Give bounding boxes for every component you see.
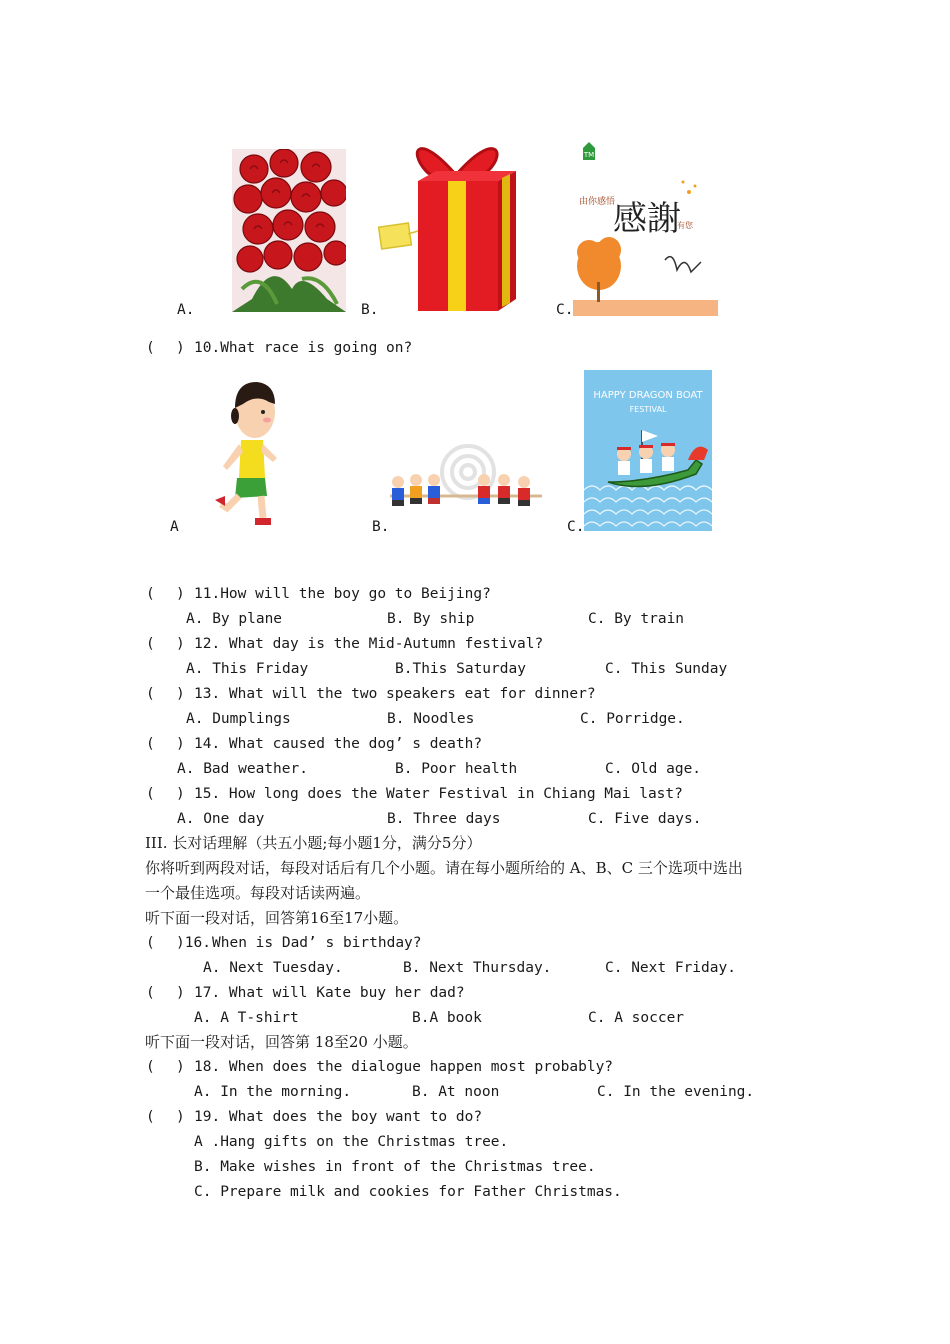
q12-option-c: C. This Sunday [605, 661, 728, 677]
thanks-card-image [573, 142, 718, 316]
q19-option-c: C. Prepare milk and cookies for Father Christmas. [194, 1184, 622, 1200]
q10-paren-open: ( [146, 340, 155, 356]
q9-option-b-label: B. [361, 302, 379, 318]
thanks-card-main-text: 感謝 [613, 199, 681, 239]
q16-option-b: B. Next Thursday. [403, 960, 552, 976]
q19-paren-close: ) [176, 1109, 185, 1125]
dragon-boat-poster-image [584, 370, 712, 531]
q15-paren-open: ( [146, 786, 155, 802]
q15-option-b: B. Three days [387, 811, 501, 827]
q15-paren-close: ) [176, 786, 185, 802]
q10-option-c-label: C. [567, 519, 585, 535]
q17-option-b: B.A book [412, 1010, 482, 1026]
thanks-card-left-text: 由你感悟 [579, 197, 616, 207]
q17-option-c: C. A soccer [588, 1010, 685, 1026]
q17-paren-open: ( [146, 985, 155, 1001]
poster-subtitle: FESTIVAL [629, 405, 667, 414]
section3-instruction-line2: 一个最佳选项。每段对话读两遍。 [145, 884, 371, 902]
q16-paren-close: )16. [176, 935, 211, 951]
q9-option-a-label: A. [177, 302, 195, 318]
q14-paren-open: ( [146, 736, 155, 752]
q12-paren-close: ) [176, 636, 185, 652]
q18-paren-open: ( [146, 1059, 155, 1075]
roses-image [232, 149, 346, 312]
q13-option-b: B. Noodles [387, 711, 475, 727]
q12-option-b: B.This Saturday [395, 661, 526, 677]
q15-option-c: C. Five days. [588, 811, 702, 827]
q13-paren-close: ) [176, 686, 185, 702]
poster-title: HAPPY DRAGON BOAT [593, 390, 703, 401]
q17-text: 17. What will Kate buy her dad? [194, 985, 465, 1001]
q11-option-c: C. By train [588, 611, 685, 627]
q13-text: 13. What will the two speakers eat for dinner? [194, 686, 596, 702]
q16-text: When is Dad’ s birthday? [212, 935, 422, 951]
q14-text: 14. What caused the dog’ s death? [194, 736, 483, 752]
q11-paren-open: ( [146, 586, 155, 602]
q10-option-a-label: A [170, 519, 179, 535]
q14-option-c: C. Old age. [605, 761, 702, 777]
q12-option-a: A. This Friday [186, 661, 309, 677]
tug-of-war-image [386, 440, 546, 532]
running-boy-image [213, 378, 285, 528]
q19-paren-open: ( [146, 1109, 155, 1125]
q11-text: 11.How will the boy go to Beijing? [194, 586, 491, 602]
q17-paren-close: ) [176, 985, 185, 1001]
q16-paren-open: ( [146, 935, 155, 951]
q12-paren-open: ( [146, 636, 155, 652]
q15-option-a: A. One day [177, 811, 265, 827]
q17-option-a: A. A T-shirt [194, 1010, 299, 1026]
q12-text: 12. What day is the Mid-Autumn festival? [194, 636, 544, 652]
q16-option-c: C. Next Friday. [605, 960, 736, 976]
q18-option-a: A. In the morning. [194, 1084, 352, 1100]
q18-paren-close: ) [176, 1059, 185, 1075]
q15-text: 15. How long does the Water Festival in Chiang Mai last? [194, 786, 683, 802]
q11-option-a: A. By plane [186, 611, 283, 627]
q14-option-b: B. Poor health [395, 761, 518, 777]
dialogue2-intro: 听下面一段对话，回答第 18至20 小题。 [145, 1033, 418, 1051]
dialogue1-intro: 听下面一段对话，回答第16至17小题。 [145, 909, 409, 927]
q10-text: 10.What race is going on? [194, 340, 413, 356]
thanks-card-right-text: 有您 [677, 221, 693, 230]
section3-instruction-line1: 你将听到两段对话，每段对话后有几个小题。请在每小题所给的 A、B、C 三个选项中选出 [145, 859, 743, 877]
q13-option-c: C. Porridge. [580, 711, 685, 727]
q9-option-c-label: C. [556, 302, 574, 318]
svg-text:TM: TM [583, 151, 595, 159]
section3-heading: III. 长对话理解（共五小题;每小题1分，满分5分） [145, 834, 482, 852]
q18-text: 18. When does the dialogue happen most probably? [194, 1059, 614, 1075]
gift-box-image [378, 131, 534, 315]
q14-option-a: A. Bad weather. [177, 761, 308, 777]
q13-option-a: A. Dumplings [186, 711, 291, 727]
q19-option-b: B. Make wishes in front of the Christmas tree. [194, 1159, 596, 1175]
q10-paren-close: ) [176, 340, 185, 356]
q19-text: 19. What does the boy want to do? [194, 1109, 483, 1125]
q18-option-c: C. In the evening. [597, 1084, 755, 1100]
q19-option-a: A .Hang gifts on the Christmas tree. [194, 1134, 509, 1150]
q14-paren-close: ) [176, 736, 185, 752]
q10-option-b-label: B. [372, 519, 390, 535]
q11-option-b: B. By ship [387, 611, 475, 627]
q16-option-a: A. Next Tuesday. [203, 960, 343, 976]
q13-paren-open: ( [146, 686, 155, 702]
q18-option-b: B. At noon [412, 1084, 500, 1100]
q11-paren-close: ) [176, 586, 185, 602]
